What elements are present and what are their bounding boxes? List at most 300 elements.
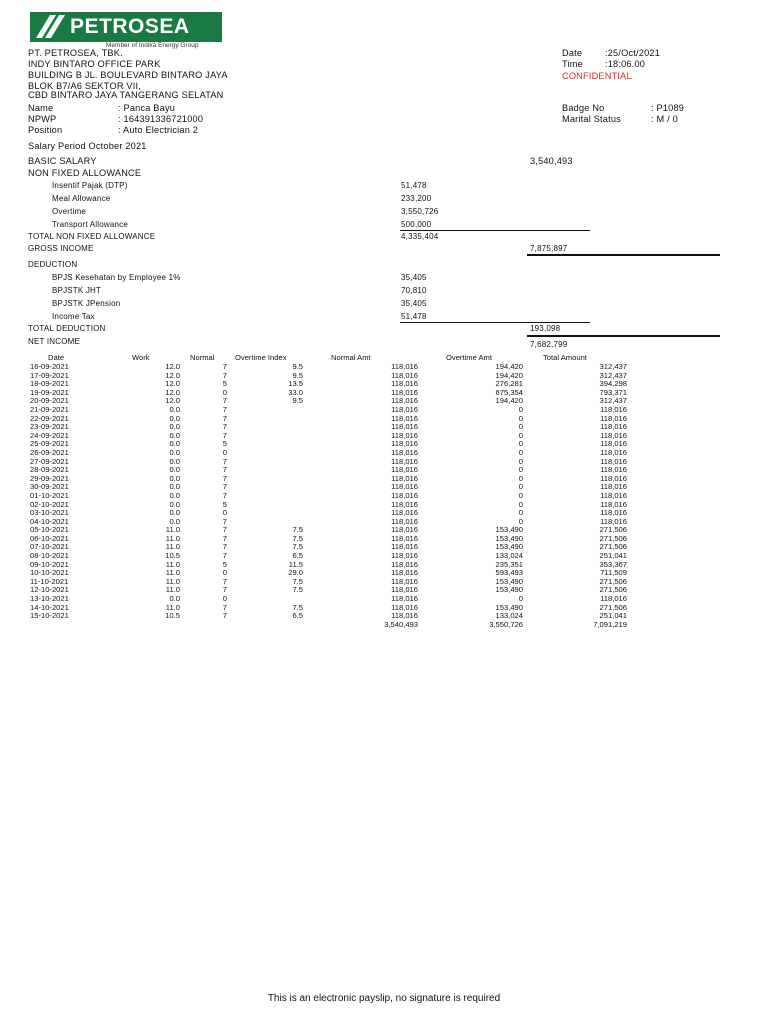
table-cell: 0: [518, 482, 523, 492]
table-cell: 118,016: [391, 576, 418, 586]
table-cell: 0: [518, 430, 523, 440]
column-header: Normal: [190, 353, 215, 362]
table-cell: 0: [222, 387, 227, 397]
table-cell: 0: [518, 413, 523, 423]
table-cell: 7: [222, 533, 227, 543]
table-cell: 0: [518, 465, 523, 475]
table-cell: 118,016: [391, 473, 418, 483]
table-cell: 3,550,726: [489, 619, 523, 629]
table-row: [28, 552, 627, 561]
table-cell: 05-10-2021: [30, 525, 69, 535]
table-cell: 11.0: [165, 525, 180, 535]
table-cell: [227, 423, 303, 432]
table-cell: 251,041: [599, 611, 627, 621]
table-cell: 10.5: [165, 611, 180, 621]
table-cell: [227, 492, 303, 501]
table-cell: 0.0: [169, 422, 180, 432]
table-cell: 7: [222, 473, 227, 483]
table-cell: 10.5: [165, 551, 180, 561]
table-cell: 0: [518, 508, 523, 518]
table-cell: 118,016: [600, 404, 627, 414]
table-cell: [118, 621, 180, 630]
net-income-label: NET INCOME: [28, 337, 81, 346]
table-row: [28, 475, 627, 484]
table-cell: 312,437: [599, 362, 627, 371]
table-cell: [227, 509, 303, 518]
date-label: Date: [562, 48, 583, 58]
table-cell: 153,490: [495, 533, 523, 543]
table-cell: 11.0: [165, 559, 180, 569]
petrosea-logo: [30, 12, 222, 52]
table-cell: 235,351: [495, 559, 523, 569]
table-cell: 118,016: [391, 430, 418, 440]
table-cell: 7.5: [292, 602, 303, 612]
position-label: Position: [28, 125, 63, 135]
table-cell: 7: [222, 490, 227, 500]
table-cell: 251,041: [599, 551, 627, 561]
table-cell: 118,016: [600, 499, 627, 509]
table-cell: 7.5: [292, 533, 303, 543]
deduction-item-label: Income Tax: [52, 312, 95, 321]
table-row: [28, 372, 627, 381]
logo-tagline: Member of Indika Energy Group: [106, 42, 199, 49]
table-cell: 29.0: [288, 568, 303, 578]
table-row: [28, 423, 627, 432]
table-cell: 153,490: [495, 602, 523, 612]
table-cell: [227, 449, 303, 458]
table-cell: 0: [222, 508, 227, 518]
table-cell: [180, 621, 227, 630]
table-cell: 271,506: [599, 602, 627, 612]
table-row: [28, 397, 627, 406]
table-cell: 118,016: [600, 516, 627, 526]
table-row: [28, 535, 627, 544]
table-cell: 11.5: [288, 559, 303, 569]
table-cell: 118,016: [391, 379, 418, 389]
table-cell: 118,016: [391, 490, 418, 500]
table-cell: 0.0: [169, 439, 180, 449]
allowance-item-value: 233,200: [401, 194, 432, 203]
table-cell: 271,506: [599, 576, 627, 586]
badge-label: Badge No: [562, 103, 605, 113]
table-cell: 7: [222, 430, 227, 440]
table-cell: 7: [222, 396, 227, 406]
table-cell: 0.0: [169, 456, 180, 466]
table-cell: 118,016: [391, 362, 418, 371]
table-row: [28, 578, 627, 587]
table-cell: 30-09-2021: [30, 482, 69, 492]
table-cell: 118,016: [391, 594, 418, 604]
table-cell: 118,016: [391, 370, 418, 380]
table-cell: 0.0: [169, 594, 180, 604]
column-header: Normal Amt: [331, 353, 371, 362]
table-cell: 118,016: [600, 490, 627, 500]
confidential-label: CONFIDENTIAL: [562, 71, 632, 81]
column-header: Total Amount: [543, 353, 587, 362]
table-cell: 7.5: [292, 585, 303, 595]
logo-text: PETROSEA: [70, 15, 190, 38]
time-value: :18:06.00: [605, 59, 646, 69]
table-cell: 194,420: [495, 396, 523, 406]
table-cell: 271,506: [599, 525, 627, 535]
table-cell: 0: [222, 568, 227, 578]
table-row: [28, 380, 627, 389]
attendance-table: [28, 353, 627, 629]
table-cell: 12.0: [165, 387, 180, 397]
table-cell: 271,506: [599, 542, 627, 552]
table-cell: 7,091,219: [593, 619, 627, 629]
table-cell: 675,354: [495, 387, 523, 397]
table-cell: 0: [518, 422, 523, 432]
marital-status-label: Marital Status: [562, 114, 621, 124]
deduction-item-label: BPJS Kesehatan by Employee 1%: [52, 273, 181, 282]
table-cell: 33.0: [288, 387, 303, 397]
table-cell: 593,493: [495, 568, 523, 578]
table-cell: 118,016: [391, 387, 418, 397]
table-cell: 13.5: [288, 379, 303, 389]
table-cell: 118,016: [600, 473, 627, 483]
table-cell: 7: [222, 602, 227, 612]
total-non-fixed-allowance-value: 4,335,404: [401, 232, 439, 241]
marital-status-value: : M / 0: [651, 114, 678, 124]
table-cell: 0.0: [169, 413, 180, 423]
table-cell: 118,016: [391, 499, 418, 509]
deduction-item-value: 35,405: [401, 299, 427, 308]
table-cell: 0: [518, 594, 523, 604]
table-cell: 0: [518, 456, 523, 466]
company-address-line: CBD BINTARO JAYA TANGERANG SELATAN: [28, 90, 224, 100]
table-cell: 7: [222, 362, 227, 371]
company-address-line: BUILDING B JL. BOULEVARD BINTARO JAYA: [28, 70, 228, 80]
table-row: [28, 449, 627, 458]
table-cell: 5: [222, 439, 227, 449]
table-cell: 394,298: [599, 379, 627, 389]
table-cell: 153,490: [495, 542, 523, 552]
table-row: [28, 526, 627, 535]
table-cell: 0.0: [169, 465, 180, 475]
table-cell: 153,490: [495, 576, 523, 586]
table-cell: 21-09-2021: [30, 404, 69, 414]
table-cell: 25-09-2021: [30, 439, 69, 449]
table-cell: [28, 621, 118, 630]
table-cell: 0.0: [169, 473, 180, 483]
table-cell: [227, 440, 303, 449]
table-cell: 26-09-2021: [30, 447, 69, 457]
company-address-line: BLOK B7/A6 SEKTOR VII,: [28, 81, 141, 91]
table-cell: 153,490: [495, 585, 523, 595]
table-cell: 09-10-2021: [30, 559, 69, 569]
table-cell: 11.0: [165, 542, 180, 552]
table-row: [28, 363, 627, 372]
deduction-item-label: BPJSTK JHT: [52, 286, 102, 295]
table-cell: 118,016: [600, 447, 627, 457]
table-cell: 23-09-2021: [30, 422, 69, 432]
table-cell: 118,016: [600, 456, 627, 466]
table-row: [28, 569, 627, 578]
table-cell: 0: [518, 473, 523, 483]
table-cell: 10-10-2021: [30, 568, 69, 578]
name-value: : Panca Bayu: [118, 103, 176, 113]
table-cell: 11.0: [165, 602, 180, 612]
table-cell: [227, 621, 303, 630]
table-cell: 118,016: [391, 568, 418, 578]
table-cell: 12-10-2021: [30, 585, 69, 595]
net-income-rule: [527, 335, 720, 337]
table-cell: 12.0: [165, 370, 180, 380]
subtotal-rule: [400, 230, 590, 231]
table-cell: 7: [222, 611, 227, 621]
allowance-item-label: Transport Allowance: [52, 220, 128, 229]
deduction-item-value: 35,405: [401, 273, 427, 282]
net-income-value: 7,682,799: [530, 340, 568, 349]
allowance-item-value: 51,478: [401, 181, 427, 190]
table-cell: 271,506: [599, 585, 627, 595]
table-cell: 118,016: [391, 456, 418, 466]
table-cell: 0: [518, 516, 523, 526]
table-cell: 11.0: [165, 568, 180, 578]
table-cell: 06-10-2021: [30, 533, 69, 543]
table-cell: 118,016: [600, 594, 627, 604]
table-cell: 0: [222, 447, 227, 457]
table-cell: 793,371: [599, 387, 627, 397]
table-cell: 118,016: [391, 602, 418, 612]
position-value: : Auto Electrician 2: [118, 125, 199, 135]
allowance-item-value: 500,000: [401, 220, 432, 229]
table-totals-row: [28, 621, 627, 630]
table-cell: 118,016: [391, 482, 418, 492]
table-cell: 118,016: [391, 447, 418, 457]
table-cell: 118,016: [600, 430, 627, 440]
table-cell: 711,509: [600, 568, 627, 578]
table-cell: 6.5: [292, 611, 303, 621]
table-cell: 118,016: [391, 413, 418, 423]
table-cell: 7: [222, 456, 227, 466]
table-cell: 12.0: [165, 362, 180, 371]
table-cell: 353,367: [599, 559, 627, 569]
table-cell: 7: [222, 551, 227, 561]
table-cell: 153,490: [495, 525, 523, 535]
table-cell: [227, 475, 303, 484]
table-cell: 133,024: [495, 611, 523, 621]
table-cell: [227, 432, 303, 441]
table-cell: 0: [518, 447, 523, 457]
table-cell: 18-09-2021: [30, 379, 69, 389]
table-cell: 3,540,493: [384, 619, 418, 629]
deduction-item-value: 70,810: [401, 286, 427, 295]
table-cell: 11.0: [165, 576, 180, 586]
column-header: Overtime Index: [235, 353, 287, 362]
gross-income-label: GROSS INCOME: [28, 244, 94, 253]
table-cell: 118,016: [391, 585, 418, 595]
table-cell: 118,016: [600, 508, 627, 518]
table-cell: 118,016: [600, 465, 627, 475]
table-row: [28, 501, 627, 510]
table-cell: 7.5: [292, 542, 303, 552]
table-cell: 02-10-2021: [30, 499, 69, 509]
total-non-fixed-allowance-label: TOTAL NON FIXED ALLOWANCE: [28, 232, 156, 241]
table-cell: 08-10-2021: [30, 551, 69, 561]
column-header: Work: [132, 353, 150, 362]
table-cell: 7: [222, 516, 227, 526]
table-row: [28, 406, 627, 415]
table-cell: [227, 458, 303, 467]
table-row: [28, 432, 627, 441]
table-cell: 22-09-2021: [30, 413, 69, 423]
table-cell: 5: [222, 379, 227, 389]
basic-salary-value: 3,540,493: [530, 156, 573, 166]
non-fixed-allowance-label: NON FIXED ALLOWANCE: [28, 168, 142, 178]
table-cell: 118,016: [391, 422, 418, 432]
table-cell: 12.0: [165, 396, 180, 406]
table-cell: 0.0: [169, 482, 180, 492]
table-cell: 9.5: [292, 396, 303, 406]
table-cell: 7.5: [292, 576, 303, 586]
table-cell: 312,437: [599, 396, 627, 406]
table-row: [28, 561, 627, 570]
table-cell: 7: [222, 465, 227, 475]
table-cell: 7: [222, 542, 227, 552]
table-cell: 16-09-2021: [30, 362, 69, 371]
table-cell: 194,420: [495, 362, 523, 371]
gross-income-rule: [527, 254, 720, 256]
table-cell: 17-09-2021: [30, 370, 69, 380]
table-cell: 7: [222, 413, 227, 423]
table-cell: 118,016: [600, 413, 627, 423]
table-cell: 11.0: [165, 533, 180, 543]
table-cell: 118,016: [600, 439, 627, 449]
table-cell: [227, 501, 303, 510]
table-cell: 118,016: [391, 404, 418, 414]
table-row: [28, 440, 627, 449]
table-cell: 118,016: [600, 482, 627, 492]
table-cell: 118,016: [391, 551, 418, 561]
table-cell: 118,016: [391, 508, 418, 518]
table-cell: 03-10-2021: [30, 508, 69, 518]
table-cell: 07-10-2021: [30, 542, 69, 552]
table-cell: 133,024: [495, 551, 523, 561]
table-cell: 118,016: [391, 611, 418, 621]
company-address-line: INDY BINTARO OFFICE PARK: [28, 59, 161, 69]
company-name: PT. PETROSEA, TBK.: [28, 48, 123, 58]
gross-income-value: 7,875,897: [530, 244, 568, 253]
table-cell: 13-10-2021: [30, 594, 69, 604]
table-row: [28, 466, 627, 475]
column-header: Date: [48, 353, 65, 362]
table-cell: 7: [222, 370, 227, 380]
table-cell: 118,016: [391, 533, 418, 543]
allowance-item-label: Insentif Pajak (DTP): [52, 181, 128, 190]
table-cell: 194,420: [495, 370, 523, 380]
table-cell: 118,016: [391, 516, 418, 526]
table-cell: 29-09-2021: [30, 473, 69, 483]
table-cell: 0: [518, 490, 523, 500]
table-row: [28, 595, 627, 604]
table-row: [28, 543, 627, 552]
table-cell: 118,016: [391, 542, 418, 552]
deduction-label: DEDUCTION: [28, 260, 78, 269]
table-cell: [227, 466, 303, 475]
table-row: [28, 415, 627, 424]
table-cell: 0.0: [169, 516, 180, 526]
table-row: [28, 492, 627, 501]
table-row: [28, 458, 627, 467]
column-header: Overtime Amt: [446, 353, 492, 362]
basic-salary-label: BASIC SALARY: [28, 156, 97, 166]
table-cell: 0: [222, 594, 227, 604]
table-cell: 0.0: [169, 404, 180, 414]
total-deduction-value: 193,098: [530, 324, 561, 333]
table-row: [28, 612, 627, 621]
table-row: [28, 483, 627, 492]
table-cell: 118,016: [391, 396, 418, 406]
date-value: :25/Oct/2021: [605, 48, 661, 58]
table-cell: 04-10-2021: [30, 516, 69, 526]
table-cell: 0.0: [169, 508, 180, 518]
table-cell: 0: [518, 499, 523, 509]
table-cell: 9.5: [292, 362, 303, 371]
table-cell: 11-10-2021: [30, 576, 69, 586]
table-cell: 7: [222, 404, 227, 414]
table-header-row: [28, 353, 627, 363]
table-cell: [227, 483, 303, 492]
table-cell: 14-10-2021: [30, 602, 69, 612]
table-cell: 0.0: [169, 430, 180, 440]
deduction-item-label: BPJSTK JPension: [52, 299, 121, 308]
deduction-subtotal-rule: [400, 322, 590, 323]
table-cell: 7: [222, 525, 227, 535]
table-cell: 271,506: [599, 533, 627, 543]
table-cell: 7: [222, 422, 227, 432]
table-cell: 0: [518, 404, 523, 414]
table-cell: 24-09-2021: [30, 430, 69, 440]
table-cell: 276,281: [495, 379, 523, 389]
table-cell: 118,016: [391, 439, 418, 449]
salary-period: Salary Period October 2021: [28, 141, 147, 151]
allowance-item-value: 3,550,726: [401, 207, 439, 216]
table-cell: 28-09-2021: [30, 465, 69, 475]
table-cell: 7: [222, 585, 227, 595]
table-cell: 9.5: [292, 370, 303, 380]
table-cell: 118,016: [391, 465, 418, 475]
table-cell: 27-09-2021: [30, 456, 69, 466]
table-cell: 0: [518, 439, 523, 449]
table-row: [28, 509, 627, 518]
npwp-label: NPWP: [28, 114, 57, 124]
table-cell: 118,016: [391, 559, 418, 569]
table-cell: 312,437: [599, 370, 627, 380]
table-cell: 12.0: [165, 379, 180, 389]
table-row: [28, 518, 627, 527]
table-row: [28, 389, 627, 398]
table-cell: 01-10-2021: [30, 490, 69, 500]
npwp-value: : 164391336721000: [118, 114, 204, 124]
table-cell: 7.5: [292, 525, 303, 535]
name-label: Name: [28, 103, 54, 113]
allowance-item-label: Meal Allowance: [52, 194, 111, 203]
table-cell: 5: [222, 559, 227, 569]
table-cell: 7: [222, 576, 227, 586]
table-cell: 20-09-2021: [30, 396, 69, 406]
table-cell: [227, 406, 303, 415]
footer-note: This is an electronic payslip, no signature is required: [267, 993, 501, 1004]
table-cell: 7: [222, 482, 227, 492]
table-cell: 118,016: [391, 525, 418, 535]
allowance-item-label: Overtime: [52, 207, 87, 216]
table-cell: 11.0: [165, 585, 180, 595]
table-cell: 0.0: [169, 447, 180, 457]
deduction-item-value: 51,478: [401, 312, 427, 321]
table-cell: 0.0: [169, 499, 180, 509]
